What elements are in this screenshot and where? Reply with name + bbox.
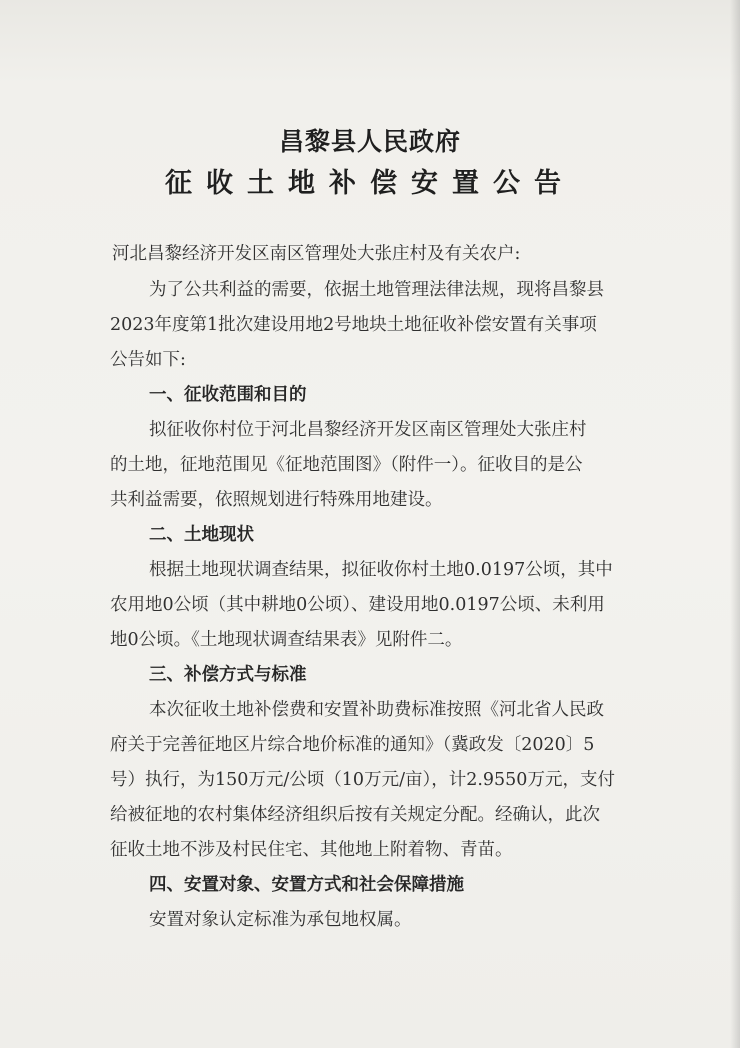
section-line: 本次征收土地补偿费和安置补助费标准按照《河北省人民政 [149, 700, 604, 720]
section-line: 的土地，征地范围见《征地范围图》（附件一）。征收目的是公 [110, 455, 583, 475]
intro-line: 为了公共利益的需要，依据土地管理法律法规，现将昌黎县 [149, 280, 604, 300]
intro-line: 公告如下: [110, 350, 186, 370]
section-line: 农用地0公顷（其中耕地0公顷）、建设用地0.0197公顷、未利用 [110, 595, 605, 615]
section-heading: 二、土地现状 [149, 525, 254, 545]
section-heading: 四、安置对象、安置方式和社会保障措施 [149, 875, 464, 895]
notice-title: 征收土地补偿安置公告 [165, 168, 575, 199]
addressee: 河北昌黎经济开发区南区管理处大张庄村及有关农户: [112, 244, 521, 264]
section-line: 共利益需要，依照规划进行特殊用地建设。 [110, 490, 443, 510]
section-line: 府关于完善征地区片综合地价标准的通知》（冀政发〔2020〕5 [110, 735, 595, 755]
section-line: 征收土地不涉及村民住宅、其他地上附着物、青苗。 [110, 840, 513, 860]
section-line: 拟征收你村位于河北昌黎经济开发区南区管理处大张庄村 [149, 420, 587, 440]
section-heading: 三、补偿方式与标准 [149, 665, 307, 685]
intro-line: 2023年度第1批次建设用地2号地块土地征收补偿安置有关事项 [110, 315, 597, 335]
section-line: 给被征地的农村集体经济组织后按有关规定分配。经确认，此次 [110, 805, 600, 825]
section-heading: 一、征收范围和目的 [149, 385, 307, 405]
section-line: 地0公顷。《土地现状调查结果表》见附件二。 [110, 630, 463, 650]
issuer-title: 昌黎县人民政府 [278, 127, 461, 156]
section-line: 号）执行，为150万元/公顷（10万元/亩），计2.9550万元，支付 [110, 770, 615, 790]
section-line: 安置对象认定标准为承包地权属。 [149, 910, 412, 930]
section-line: 根据土地现状调查结果，拟征收你村土地0.0197公顷，其中 [149, 560, 613, 580]
